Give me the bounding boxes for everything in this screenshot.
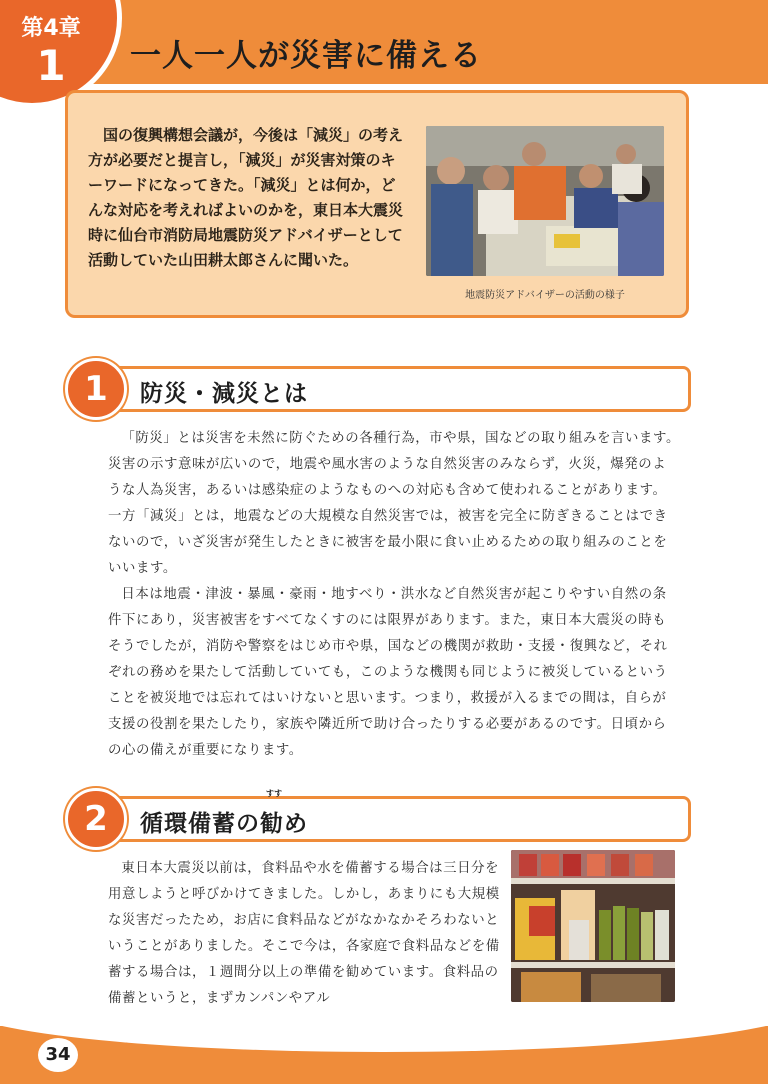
section-1-header [65,358,691,422]
section-2-badge [65,788,127,850]
advisor-activity-photo [426,126,664,276]
chapter-number: 1 [36,41,66,90]
advisor-activity-image [426,126,664,276]
section-1-body [108,426,680,764]
section-1-title: 防災・減災とは [140,381,308,407]
food-storage-image [511,850,675,1002]
intro-photo-caption: 地震防災アドバイザーの活動の様子 [465,290,625,301]
section-1-badge [65,358,127,420]
section-1-paragraph: 日本は地震・津波・暴風・豪雨・地すべり・洪水など自然災害が起こりやすい自然の条件下にあり，災害被害をすべてなくすのには限界があります。また，東日本大震災の時もそうでしたが，消防や警察をはじめ市や県，国などの機関が救助・支援・復興など，それぞれの務めを果たして活動していても，このような機関も同じように被災しているということを被災地では忘れてはいけないと思います。つまり，救援が入るまでの間は，自らが支援の役割を果たしたり，家族や隣近所で助け合ったりする必要があるのです。日頃からの心の備えが重要になります。 [108,587,668,758]
section-2-paragraph: 東日本大震災以前は，食料品や水を備蓄する場合は三日分を用意しようと呼びかけてきました。しかし，あまりにも大規模な災害だったため，お店に食料品などがなかなかそろわないということがありました。そこで今は，各家庭で食料品などを備蓄する場合は，１週間分以上の準備を勧めています。食料品の備蓄というと，まずカンパンやアル [108,861,500,1006]
section-2-title: 循環備蓄の勧め [140,811,308,837]
section-1-paragraph: 「防災」とは災害を未然に防ぐための各種行為，市や県，国などの取り組みを言います。災害の示す意味が広いので，地震や風水害のような自然災害のみならず，火災，爆発のような人為災害，あるいは感染症のようなものへの対応も含めて使われることがあります。一方「減災」とは，地震などの大規模な自然災害では，被害を完全に防ぎきることはできないので，いざ災害が発生したときに被害を最小限に食い止めるための取り組みのことをいいます。 [108,431,680,576]
intro-text: 国の復興構想会議が，今後は「減災」の考え方が必要だと提言し，「減災」が災害対策のキーワードになってきた。「減災」とは何か，どんな対応を考えればよいのかを，東日本大震災時に仙台市消防局地震防災アドバイザーとして活動していた山田耕太郎さんに聞いた。 [88,126,404,269]
section-2-ruby: すす [266,789,283,798]
page-number: 34 [38,1038,78,1072]
section-2-body [108,856,500,1012]
section-1-number: 1 [84,369,108,409]
food-storage-photo [511,850,675,1002]
chapter-label: 第4章 [21,16,81,41]
page-title: 一人一人が災害に備える [130,38,482,74]
intro-box [65,90,689,318]
section-2-header [65,788,691,852]
section-2-number: 2 [84,799,108,839]
